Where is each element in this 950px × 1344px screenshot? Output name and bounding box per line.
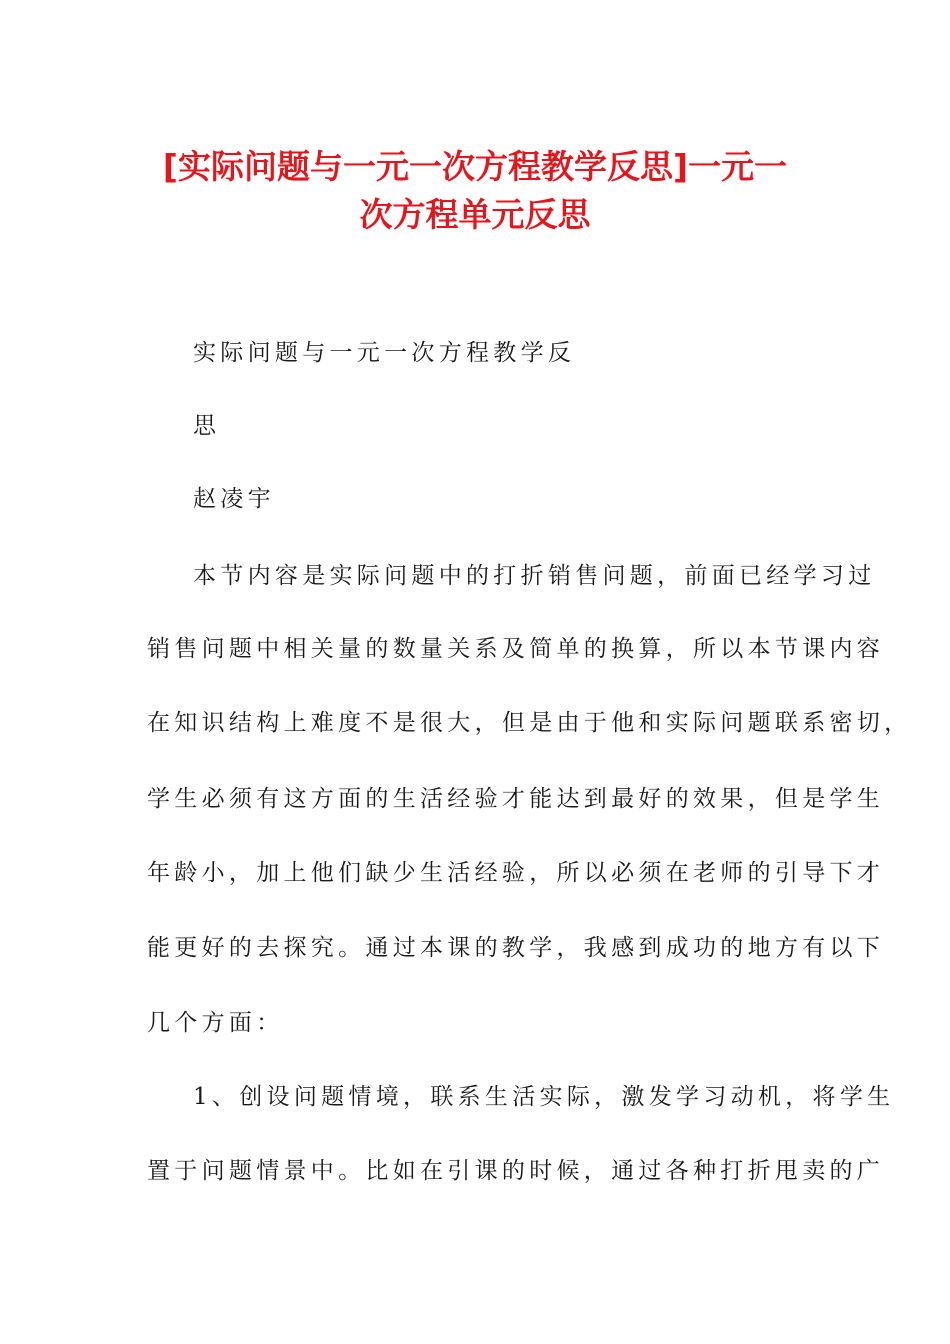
document-title: [100, 143, 850, 239]
paragraph-line: 销售问题中相关量的数量关系及简单的换算，所以本节课内容: [147, 636, 885, 662]
paragraph-line: 能更好的去探究。通过本课的教学，我感到成功的地方有以下: [147, 935, 885, 961]
paragraph-line: 年龄小，加上他们缺少生活经验，所以必须在老师的引导下才: [147, 860, 885, 886]
paragraph-line: 本节内容是实际问题中的打折销售问题，前面已经学习过: [193, 563, 876, 589]
title-line-2: 次方程单元反思: [359, 195, 591, 234]
paragraph-line: 几个方面：: [147, 1010, 284, 1036]
paragraph-line: 置于问题情景中。比如在引课的时候，通过各种打折甩卖的广: [147, 1158, 885, 1184]
heading-line-1: 实际问题与一元一次方程教学反: [193, 340, 576, 366]
author-name: 赵凌宇: [193, 486, 275, 512]
paragraph-line: 1、创设问题情境，联系生活实际，激发学习动机，将学生: [193, 1084, 895, 1110]
paragraph-line: 在知识结构上难度不是很大，但是由于他和实际问题联系密切，: [147, 710, 912, 736]
title-line-1: [实际问题与一元一次方程教学反思]一元一: [162, 147, 788, 186]
heading-line-2: 思: [193, 413, 221, 439]
paragraph-line: 学生必须有这方面的生活经验才能达到最好的效果，但是学生: [147, 786, 885, 812]
